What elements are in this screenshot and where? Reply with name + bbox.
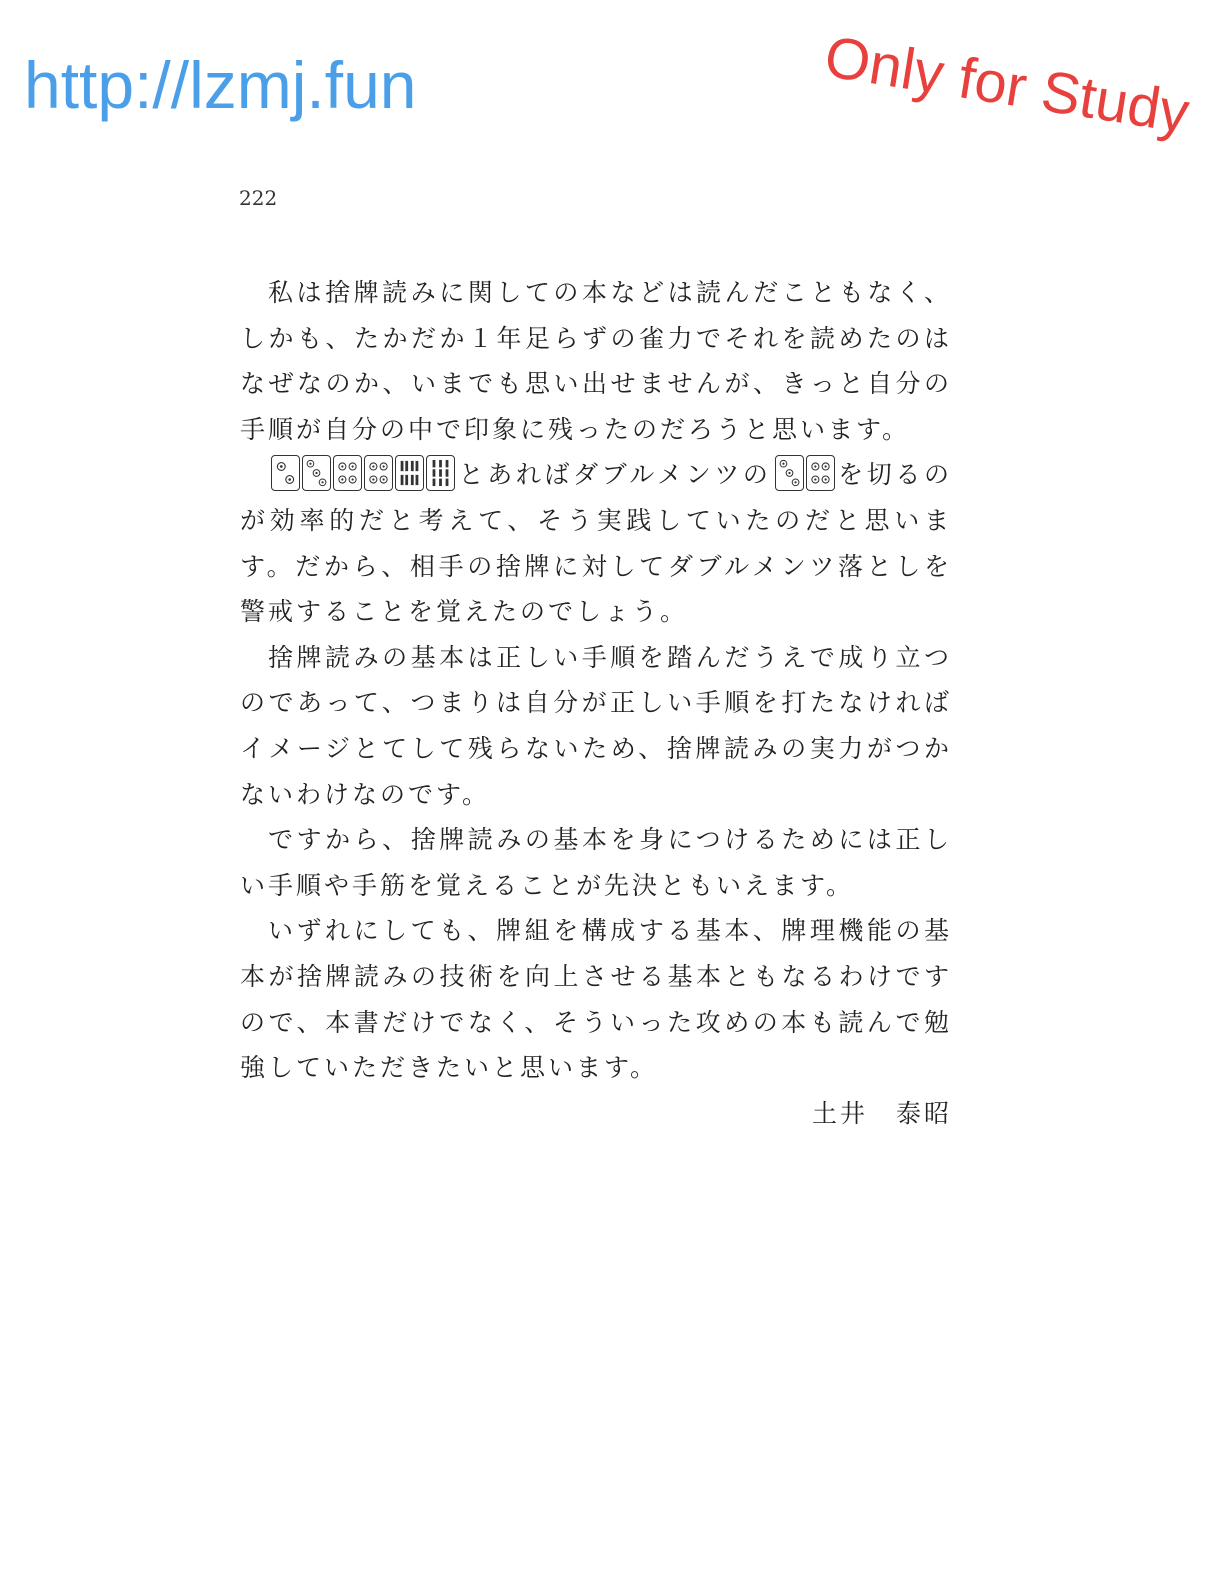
mahjong-tile-2-pin-icon: [271, 455, 300, 491]
mahjong-tile-3-pin-icon: [775, 455, 804, 491]
mahjong-tile-4-pin-icon: [333, 455, 362, 491]
paragraph-4: ですから、捨牌読みの基本を身につけるためには正しい手順や手筋を覚えることが先決ともいえます。: [240, 825, 952, 900]
paragraph-3: 捨牌読みの基本は正しい手順を踏んだうえで成り立つのであって、つまりは自分が正しい手順を打たなければイメージとてして残らないため、捨牌読みの実力がつかないわけなのです。: [240, 642, 952, 809]
paragraph-2-text-a: とあればダブルメンツの: [458, 460, 772, 490]
paragraph-5: いずれにしても、牌組を構成する基本、牌理機能の基本が捨牌読みの技術を向上させる基本ともなるわけですので、本書だけでなく、そういった攻めの本も読んで勉強していただきたいと思います。: [240, 916, 952, 1083]
mahjong-tile-4-pin-icon: [806, 455, 835, 491]
paragraph-2: [240, 452, 952, 634]
mahjong-tile-9-sou-icon: [426, 455, 455, 491]
body-text: [240, 270, 952, 1091]
mahjong-tile-3-pin-icon: [302, 455, 331, 491]
discard-tiles: [775, 455, 835, 491]
page-number: 222: [239, 186, 278, 210]
paragraph-2-text-b: を切るのが効率的だと考えて、そう実践していたのだと思います。だから、相手の捨牌に対してダブルメンツ落としを警戒することを覚えたのでしょう。: [240, 460, 952, 627]
mahjong-tile-4-pin-icon: [364, 455, 393, 491]
paragraph-1: 私は捨牌読みに関しての本などは読んだこともなく、しかも、たかだか１年足らずの雀力でそれを読めたのはなぜなのか、いまでも思い出せませんが、きっと自分の手順が自分の中で印象に残ったのだろうと思います。: [240, 278, 952, 444]
mahjong-tile-8-sou-icon: [395, 455, 424, 491]
hand-tiles: [271, 455, 455, 491]
watermark-study: Only for Study: [820, 24, 1194, 146]
author-signature: 土井 泰昭: [811, 1099, 952, 1128]
watermark-url: http://lzmj.fun: [24, 48, 417, 122]
